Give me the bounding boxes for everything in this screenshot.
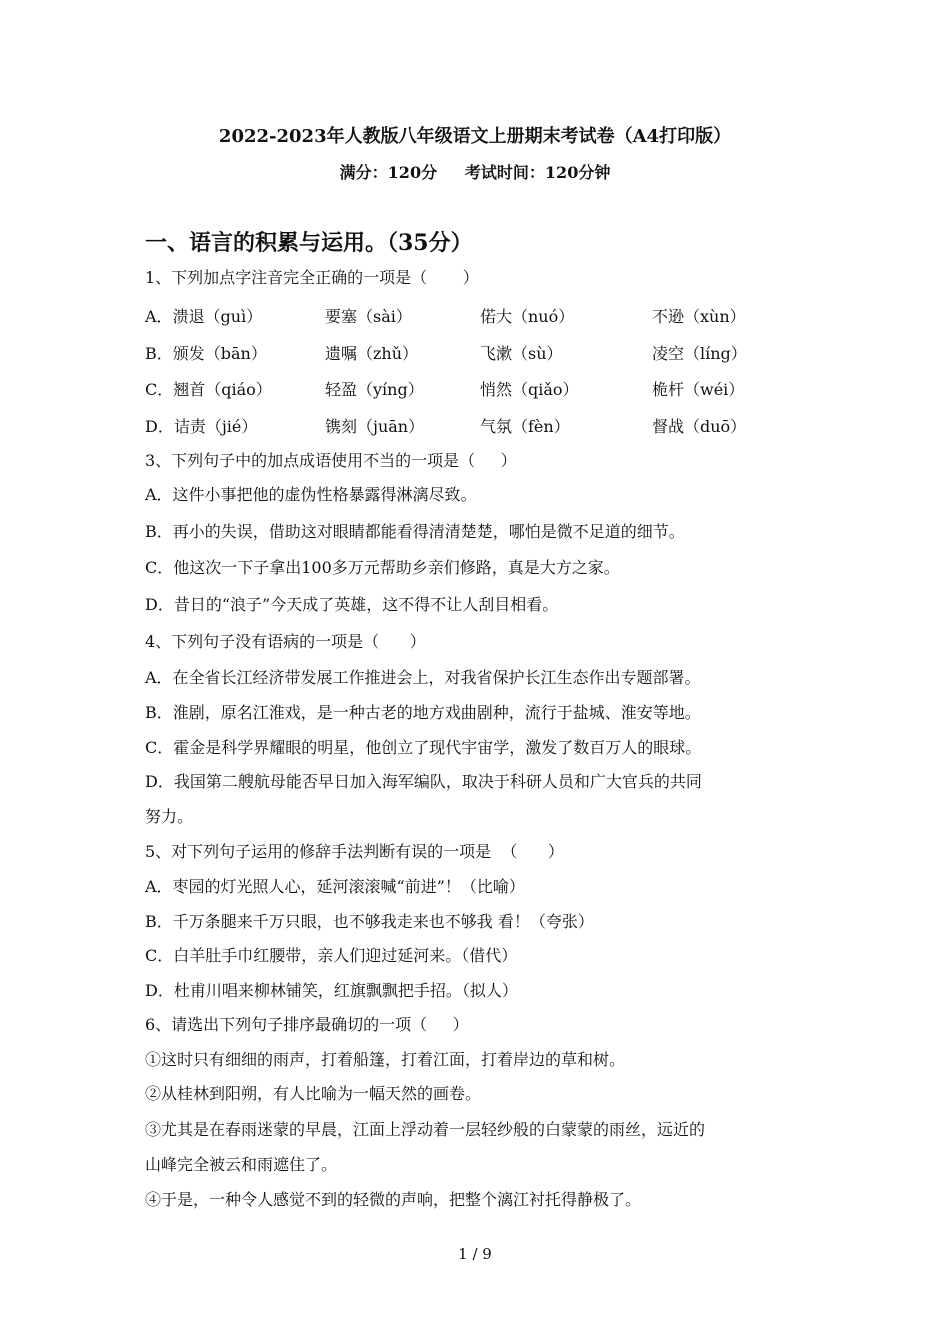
q1-option: B．颁发（bān） (145, 344, 267, 363)
q1-option: 偌大（nuó） (480, 307, 575, 326)
q1-option: C．翘首（qiáo） (145, 380, 272, 399)
q1-option: 督战（duō） (652, 417, 747, 436)
q5-option-a: A．枣园的灯光照人心，延河滚滚喊“前进”！（比喻） (145, 877, 525, 896)
q1-option: 悄然（qiǎo） (480, 380, 579, 399)
q6-item-3: ③尤其是在春雨迷蒙的早晨，江面上浮动着一层轻纱般的白蒙蒙的雨丝，远近的 (145, 1120, 706, 1139)
q4-option-a: A．在全省长江经济带发展工作推进会上，对我省保护长江生态作出专题部署。 (145, 668, 701, 687)
section-heading: 一、语言的积累与运用。（35分） (145, 230, 473, 256)
exam-title: 2022-2023年人教版八年级语文上册期末考试卷（A4打印版） (218, 126, 732, 147)
q6-item-3-continued: 山峰完全被云和雨遮住了。 (145, 1155, 338, 1174)
q4-option-b: B．淮剧，原名江淮戏，是一种古老的地方戏曲剧种，流行于盐城、淮安等地。 (145, 703, 701, 722)
q6-item-1: ①这时只有细细的雨声，打着船篷，打着江面，打着岸边的草和树。 (145, 1050, 626, 1069)
q1-option: A．溃退（guì） (145, 307, 263, 326)
q6-item-4: ④于是，一种令人感觉不到的轻微的声响，把整个漓江衬托得静极了。 (145, 1190, 642, 1209)
question-5-stem: 5、对下列句子运用的修辞手法判断有误的一项是 （ ） (145, 842, 564, 861)
q5-option-c: C．白羊肚手巾红腰带，亲人们迎过延河来。（借代） (145, 946, 518, 965)
q3-option-b: B．再小的失误，借助这对眼睛都能看得清清楚楚，哪怕是微不足道的细节。 (145, 522, 685, 541)
question-1-stem: 1、下列加点字注音完全正确的一项是（ ） (145, 268, 479, 287)
question-6-stem: 6、请选出下列句子排序最确切的一项（ ） (145, 1015, 469, 1034)
question-4-stem: 4、下列句子没有语病的一项是（ ） (145, 632, 426, 651)
q3-option-c: C．他这次一下子拿出100多万元帮助乡亲们修路，真是大方之家。 (145, 558, 620, 577)
q4-option-d: D．我国第二艘航母能否早日加入海军编队，取决于科研人员和广大官兵的共同 (145, 772, 702, 791)
q1-option: 不逊（xùn） (652, 307, 746, 326)
q6-item-2: ②从桂林到阳朔，有人比喻为一幅天然的画卷。 (145, 1084, 482, 1103)
q1-option: 桅杆（wéi） (652, 380, 745, 399)
q1-option: 遗嘱（zhǔ） (325, 344, 419, 363)
q1-option: 轻盈（yíng） (325, 380, 424, 399)
q5-option-d: D．杜甫川唱来柳林铺笑，红旗飘飘把手招。（拟人） (145, 981, 518, 1000)
q1-option: 气氛（fèn） (480, 417, 570, 436)
q4-option-d-continued: 努力。 (145, 807, 194, 826)
q1-option: 飞漱（sù） (480, 344, 563, 363)
q1-option: 要塞（sài） (325, 307, 412, 326)
question-3-stem: 3、下列句子中的加点成语使用不当的一项是（ ） (145, 451, 517, 470)
q3-option-a: A．这件小事把他的虚伪性格暴露得淋漓尽致。 (145, 485, 477, 504)
q3-option-d: D．昔日的“浪子”今天成了英雄，这不得不让人刮目相看。 (145, 595, 559, 614)
q4-option-c: C．霍金是科学界耀眼的明星，他创立了现代宇宙学，激发了数百万人的眼球。 (145, 738, 702, 757)
exam-subtitle: 满分：120分 考试时间：120分钟 (339, 163, 611, 182)
q1-option: 凌空（líng） (652, 344, 747, 363)
q1-option: D．诘责（jié） (145, 417, 258, 436)
page-number: 1 / 9 (458, 1245, 492, 1263)
q1-option: 镌刻（juān） (325, 417, 425, 436)
q5-option-b: B．千万条腿来千万只眼，也不够我走来也不够我 看！（夸张） (145, 912, 594, 931)
